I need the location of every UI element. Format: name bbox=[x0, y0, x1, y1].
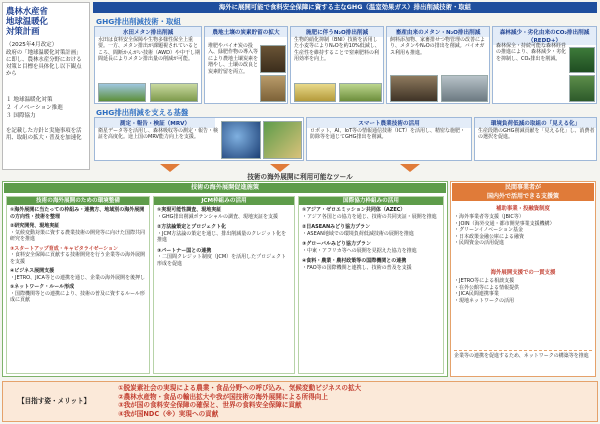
list-item: ・グリーンイノベーション基金 bbox=[454, 227, 523, 233]
item-text: ・気候変動対策に資する農業技術の開発等に向けた国際共同研究を推進 bbox=[10, 229, 146, 242]
item-heading: ②方法論策定とプロジェクト化 bbox=[157, 224, 227, 230]
list-item bbox=[10, 284, 146, 304]
list-item: ・JOIN（海外交通・都市開発事業支援機構） bbox=[454, 220, 555, 227]
card-soil-carbon bbox=[204, 26, 288, 104]
plan-date: （2025年4月改定） bbox=[6, 42, 58, 48]
card-livestock-emissions bbox=[386, 26, 490, 104]
card-text: 飼料添加物、家畜排せつ物管理の改善により、メタンやN₂Oの排出を削減。バイオガス利用も推進。 bbox=[390, 37, 486, 56]
item-text: ・アジア各国との協力を通じ、技術の共同実証・展開を推進 bbox=[302, 213, 437, 220]
top-banner: 海外に展開可能で食料安全保障に資する主なGHG（温室効果ガス）排出削減技術・取組 bbox=[93, 2, 597, 13]
item-text: ・JCM方法論の策定を通じ、排出削減量のクレジット化を推進 bbox=[157, 230, 287, 243]
item-heading: ④食料・農業・農村政策等の国際機関との連携 bbox=[302, 258, 407, 264]
item-heading: ①海外展開に当たっての枠組み・連携方、地域別の海外展開の方向性・技術を整理 bbox=[10, 207, 145, 220]
card-title: 測定・報告・検証（MRV） bbox=[95, 118, 215, 128]
card-title: 施肥に伴うN₂O排出削減 bbox=[291, 27, 383, 37]
private-support-header: 民間事業者が 国内外で活用できる支援策 bbox=[452, 183, 594, 201]
plan-title: 農林水産省 地球温暖化 対策計画 bbox=[6, 6, 48, 37]
list-item bbox=[302, 207, 440, 220]
card-smart-agriculture bbox=[306, 117, 472, 161]
list-item: ・在外公館等による情報提供 bbox=[454, 284, 520, 291]
support-subsidies bbox=[454, 204, 592, 247]
card-text: ロボット、AI、IoT等の情報通信技術（ICT）を活用し、精密な施肥・防除等を通じてGHG排出を削減。 bbox=[310, 128, 466, 141]
goals-label: 【目指す姿・メリット】 bbox=[18, 397, 91, 405]
cattle-photo bbox=[390, 75, 438, 102]
card-visualization bbox=[474, 117, 597, 161]
compost-photo bbox=[260, 75, 286, 102]
list-item bbox=[10, 268, 146, 281]
support-one-stop bbox=[454, 268, 592, 304]
field-photo bbox=[339, 83, 382, 102]
list-item bbox=[157, 207, 291, 220]
card-mrv bbox=[94, 117, 304, 161]
card-title: 水田メタン排出削減 bbox=[95, 27, 201, 37]
card-text: 水田は食料安全保障や生物多様性保全上重要。一方、メタン排出が課題視されているところ、間断かんがい技術（AWD）や中干し期間延長によりメタン排出量の削減が可能。 bbox=[98, 37, 200, 63]
list-item bbox=[302, 258, 440, 271]
list-item: ・JICA民間連携事業 bbox=[454, 291, 499, 297]
card-paddy-methane bbox=[94, 26, 202, 104]
section-title-base: GHG排出削減を支える基盤 bbox=[96, 108, 189, 117]
item-text: ・国際機関等との連携により、技術の普及に資するルール形成に貢献 bbox=[10, 290, 145, 303]
card-title: 畜産由来のメタン・N₂O排出削減 bbox=[387, 27, 489, 37]
list-item: ・JETRO等による相談支援 bbox=[454, 278, 515, 284]
promotion-measures-header: 技術の海外展開促進施策 bbox=[4, 183, 446, 193]
item-heading: ②日ASEANみどり協力プラン bbox=[302, 224, 371, 230]
list-item: ・海外事業者等支援（JBIC等） bbox=[454, 214, 524, 220]
column-header: 技術の海外展開のための環境整備 bbox=[7, 197, 149, 205]
card-title: 農地土壌の炭素貯留の拡大 bbox=[205, 27, 287, 37]
one-stop-title: 海外展開支援での一貫支援 bbox=[490, 270, 556, 276]
list-item bbox=[10, 223, 146, 243]
item-heading: ③パートナー国との連携 bbox=[157, 247, 212, 254]
goals-list: ①脱炭素社会の実現による農業・食品分野への呼び込み、気候変動ビジネスの拡大 ②農林水産物・食品の輸出拡大や我が国技術の海外展開による所得向上 ③我が国の食料安全保障の確保と、世界の食料安全保障に貢献 ④我が国NDC（※）実現への貢献 bbox=[118, 384, 362, 418]
card-text: 生物的硝化抑制（BNI）技術を活用した小麦等によりN₂Oを約10%低減し、生産性を維持することで窒素肥料の利用効率を向上。 bbox=[294, 37, 380, 63]
map-image bbox=[263, 121, 302, 159]
item-text: ・ASEAN地域での環境負荷低減技術の展開を推進 bbox=[302, 230, 414, 237]
item-heading: ③グローバルみどり協力プラン bbox=[302, 241, 371, 247]
item-text: ・JETRO、JICA等との連携を通じ、企業の海外展開を後押し bbox=[10, 274, 145, 281]
item-heading: ⑤ネットワーク・ルール形成 bbox=[10, 284, 75, 290]
list-item bbox=[302, 224, 440, 237]
reduction-cards bbox=[94, 26, 597, 104]
item-heading: ①アジア・ゼロエミッション共同体（AZEC） bbox=[302, 207, 406, 213]
plan-note: を記載した方針と実施事項を活用、取組の拡大・普及を加速化 bbox=[6, 128, 82, 142]
list-item bbox=[157, 224, 291, 244]
forest-photo-2 bbox=[569, 75, 595, 102]
plan-list: １ 地球温暖化対策 ２ イノベーション推進 ３ 国際協力 bbox=[6, 97, 63, 120]
column-jcm bbox=[153, 196, 295, 374]
section-title-reduction: GHG排出削減技術・取組 bbox=[96, 17, 181, 26]
column-header: JCM枠組みの活用 bbox=[154, 197, 294, 205]
list-item: ・民間資金の活用促進 bbox=[454, 240, 505, 246]
item-text: ・GHG排出削減ポテンシャルの調査、現地実証を支援 bbox=[157, 213, 279, 220]
list-item bbox=[10, 207, 146, 220]
subsidies-title: 補助事業・投融資制度 bbox=[496, 206, 550, 212]
item-heading: ④ビジネス展開支援 bbox=[10, 268, 55, 274]
list-item: ・現地ネットワークの活用 bbox=[454, 297, 515, 304]
column-environment bbox=[6, 196, 150, 374]
paddy-photo bbox=[98, 83, 146, 102]
list-item bbox=[157, 248, 291, 268]
card-title: 森林減少・劣化由来のCO₂排出削減（REDD+） bbox=[493, 27, 596, 45]
card-redd-plus bbox=[492, 26, 597, 104]
support-note: 企業等の連携を促進するため、ネットワークの構築等を推進 bbox=[454, 350, 592, 360]
item-text: ・食料安全保障に貢献する技術開発を行う企業等の海外展開を支援 bbox=[10, 252, 146, 265]
item-text: ・中東・アフリカ等への展開を見据えた協力を推進 bbox=[302, 247, 417, 254]
biogas-photo bbox=[441, 75, 488, 102]
card-n2o-reduction bbox=[290, 26, 384, 104]
list-item bbox=[302, 241, 440, 254]
soil-photo bbox=[260, 45, 286, 73]
satellite-image bbox=[221, 121, 261, 159]
card-text: 衛星データ等を活用し、森林吸収等の測定・報告・検証を高度化。途上国のMRV能力向上を支援。 bbox=[98, 128, 219, 141]
card-text: 生産段階のGHG削減貢献を「見える化」し、消費者の選択を促進。 bbox=[478, 128, 595, 141]
item-text: ・FAO等の国際機関と連携し、技術の普及を支援 bbox=[302, 264, 412, 271]
column-international bbox=[298, 196, 444, 374]
wheat-photo bbox=[294, 83, 336, 102]
tools-title: 技術の海外展開に利用可能なツール bbox=[247, 173, 353, 181]
column-header: 国際協力枠組みの活用 bbox=[299, 197, 443, 205]
card-title: スマート農業技術の活用 bbox=[307, 118, 471, 128]
paddy-photo-2 bbox=[150, 83, 198, 102]
card-title: 環境負荷低減の取組の「見える化」 bbox=[475, 118, 596, 128]
plan-description: 政府の「地球温暖化対策計画」に即し、農林水産分野における対策と目標を具体化し以下観点から bbox=[6, 50, 82, 78]
card-text: 森林保全・持続可能な森林経営の推進により、森林減少・劣化を抑制し、CO₂排出を削減。 bbox=[496, 43, 567, 62]
item-text: ・二国間クレジット制度（JCM）を活用したプロジェクト形成を促進 bbox=[157, 254, 287, 267]
item-heading: ①実現可能性調査、現地実証 bbox=[157, 207, 222, 213]
list-item: ・日本政策金融公庫による融資 bbox=[454, 233, 525, 240]
forest-photo bbox=[569, 47, 595, 73]
card-text: 堆肥やバイオ炭の投入、緑肥作物の導入等により農地土壌炭素を増やし、土壌の改良と炭素貯留を両立。 bbox=[208, 43, 259, 75]
item-heading: ③スタートアップ育成・キャピタライゼーション bbox=[10, 245, 119, 252]
item-heading: ②研究開発、現地実証 bbox=[10, 223, 60, 229]
list-item bbox=[10, 246, 146, 266]
